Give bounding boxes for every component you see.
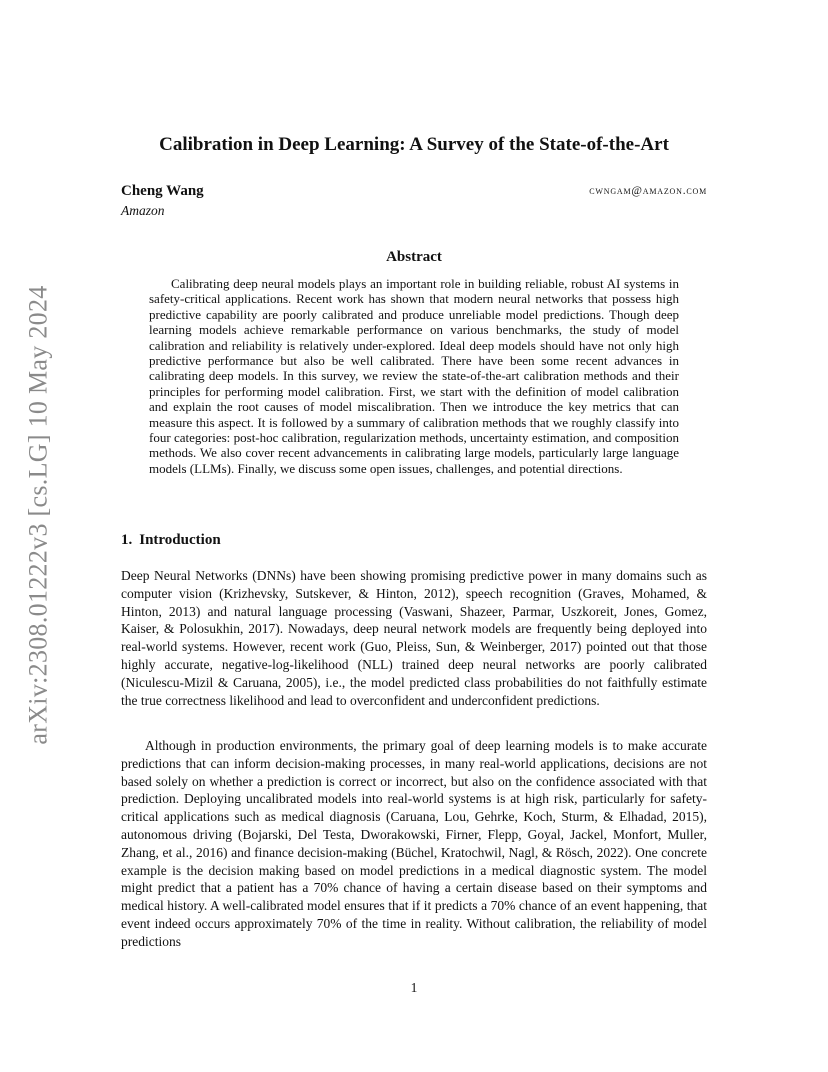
- abstract-text: Calibrating deep neural models plays an important role in building reliable, robust AI systems in safety-critical applications. Recent work has shown that modern neural networks that possess high predictive capability are poorly calibrated and produce unreliable model predictions. Though deep learning models achieve remarkable performance on various benchmarks, the study of model calibration and reliability is relatively under-explored. Ideal deep models should have not only high predictive performance but also be well calibrated. There have been some recent advances in calibrating deep models. In this survey, we review the state-of-the-art calibration methods and their principles for performing model calibration. First, we start with the definition of model calibration and explain the root causes of model miscalibration. Then we introduce the key metrics that can measure this aspect. It is followed by a summary of calibration methods that we roughly classify into four categories: post-hoc calibration, regularization methods, uncertainty estimation, and composition methods. We also cover recent advancements in calibrating large models, particularly large language models (LLMs). Finally, we discuss some open issues, challenges, and potential directions.: [149, 276, 679, 476]
- section-title: Introduction: [139, 532, 221, 548]
- section-number: 1.: [121, 532, 133, 548]
- body-paragraph: Although in production environments, the primary goal of deep learning models is to make accurate predictions that can inform decision-making processes, in many real-world applications, decisions are not based solely on whether a prediction is correct or incorrect, but also on the confidence associated with that prediction. Deploying uncalibrated models into real-world systems is at high risk, particularly for safety-critical applications such as medical diagnosis (Caruana, Lou, Gehrke, Koch, Sturm, & Elhadad, 2015), autonomous driving (Bojarski, Del Testa, Dworakowski, Firner, Flepp, Goyal, Jackel, Monfort, Muller, Zhang, et al., 2016) and finance decision-making (Büchel, Kratochwil, Nagl, & Rösch, 2022). One concrete example is the decision making based on model predictions in a medical diagnostic system. The model might predict that a patient has a 70% chance of having a certain disease based on their symptoms and medical history. A well-calibrated model ensures that if it predicts a 70% chance of an event happening, that event indeed occurs approximately 70% of the time in reality. Without calibration, the reliability of model predictions: [121, 738, 707, 949]
- paper-title: Calibration in Deep Learning: A Survey of the State-of-the-Art: [159, 134, 669, 155]
- abstract-heading: Abstract: [386, 249, 442, 265]
- author-affiliation: Amazon: [121, 203, 165, 218]
- body-paragraph: Deep Neural Networks (DNNs) have been showing promising predictive power in many domains such as computer vision (Krizhevsky, Sutskever, & Hinton, 2012), speech recognition (Graves, Mohamed, & Hinton, 2013) and natural language processing (Vaswani, Shazeer, Parmar, Uszkoreit, Jones, Gomez, Kaiser, & Polosukhin, 2017). Nowadays, deep neural network models are frequently being deployed into real-world systems. However, recent work (Guo, Pleiss, Sun, & Weinberger, 2017) pointed out that those highly accurate, negative-log-likelihood (NLL) trained deep neural networks are poorly calibrated (Niculescu-Mizil & Caruana, 2005), i.e., the model predicted class probabilities do not faithfully estimate the true correctness likelihood and lead to overconfident and underconfident predictions.: [121, 568, 707, 708]
- page-number: 1: [410, 980, 418, 995]
- arxiv-identifier: arXiv:2308.01222v3 [cs.LG] 10 May 2024: [24, 285, 53, 745]
- arxiv-margin-stamp: [14, 270, 64, 760]
- section-heading: [121, 532, 228, 549]
- author-email: cwngam@amazon.com: [589, 185, 707, 197]
- author-name: Cheng Wang: [121, 183, 204, 199]
